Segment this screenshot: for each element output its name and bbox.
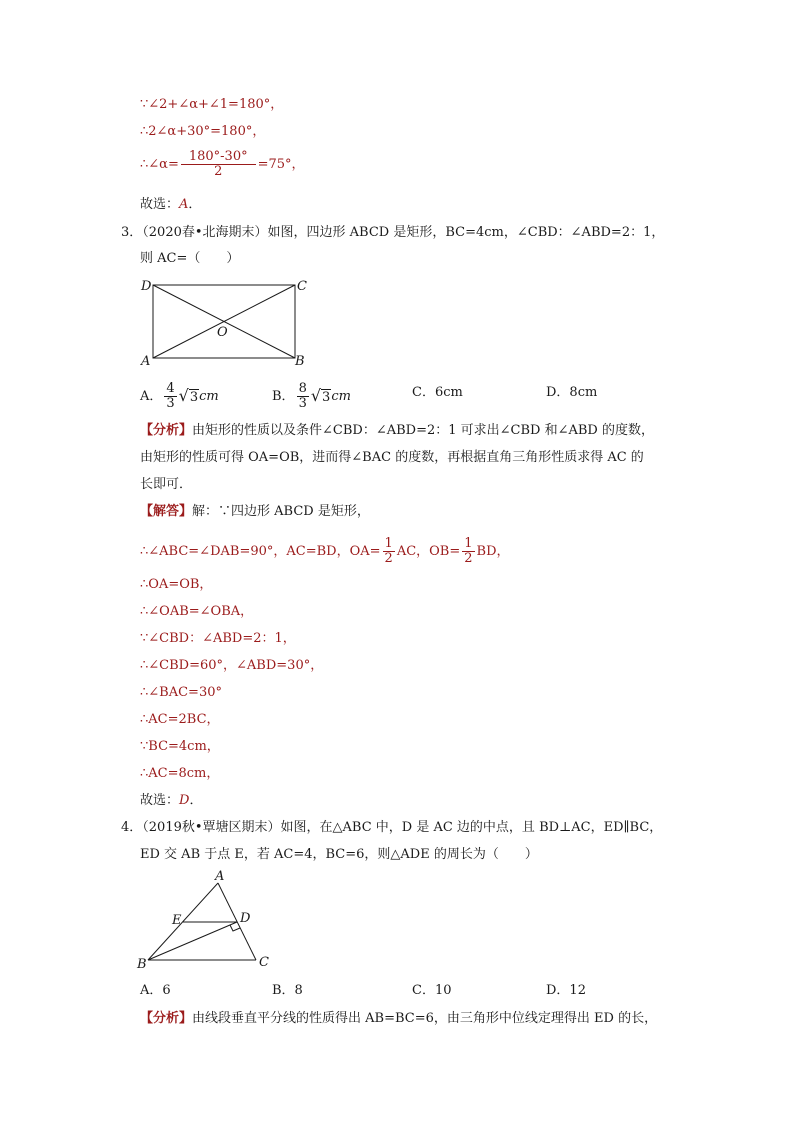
q3-solution-step-7: ∴AC=2BC，	[140, 712, 220, 727]
q3-stem-line-2: 则 AC=（ ）	[140, 251, 240, 266]
right-angle-mark	[230, 925, 240, 931]
fraction: $\frac{180^\circ-30^\circ}{2}$	[181, 150, 256, 179]
q3-rectangle-figure	[135, 276, 315, 371]
q3-solution-step-6: ∴∠BAC=30°	[140, 685, 222, 700]
q3-option-b[interactable]: B． $\frac{8}{3}$ √3cm	[272, 381, 351, 411]
prev-step-2: ∴2∠α+30°=180°，	[140, 124, 266, 139]
label-a: A	[215, 869, 225, 884]
label-b: B	[137, 957, 147, 972]
label-b: B	[295, 354, 305, 369]
prev-step-1: ∵∠2+∠α+∠1=180°，	[140, 97, 284, 112]
q4-option-c[interactable]: C．10	[412, 983, 452, 998]
q4-stem-line-1: 4．（2019秋•覃塘区期末）如图，在△ABC 中，D 是 AC 边的中点，且 BD⊥AC，ED∥BC，	[121, 820, 663, 835]
label-o: O	[217, 325, 228, 340]
q4-triangle-figure	[132, 868, 282, 973]
q3-solution-step-9: ∴AC=8cm，	[140, 766, 220, 781]
label-c: C	[259, 955, 269, 970]
q3-solution-step-3: ∴∠OAB=∠OBA，	[140, 604, 254, 619]
segment-bd	[148, 922, 237, 960]
label-c: C	[297, 279, 307, 294]
q3-solution-step-2: ∴OA=OB，	[140, 577, 213, 592]
q4-stem-line-2: ED 交 AB 于点 E，若 AC=4，BC=6，则△ADE 的周长为（ ）	[140, 847, 538, 862]
q3-solution-step-1: ∴∠ABC=∠DAB=90°，AC=BD，OA= $\frac{1}{2}$ AC，OB= $\frac{1}{2}$ BD，	[140, 536, 510, 566]
label-e: E	[172, 913, 182, 928]
q4-analysis-line-1: 【分析】由线段垂直平分线的性质得出 AB=BC=6，由三角形中位线定理得出 ED 的长，	[140, 1011, 658, 1026]
label-d: D	[240, 911, 251, 926]
q3-option-d[interactable]: D．8cm	[546, 385, 598, 400]
q3-analysis-line-3: 长即可．	[140, 477, 193, 492]
q4-option-b[interactable]: B．8	[272, 983, 303, 998]
label-a: A	[141, 354, 151, 369]
label-d: D	[141, 279, 152, 294]
q3-solution-step-8: ∵BC=4cm，	[140, 739, 220, 754]
q3-option-c[interactable]: C．6cm	[412, 385, 463, 400]
q3-stem-line-1: 3．（2020春•北海期末）如图，四边形 ABCD 是矩形，BC=4cm，∠CBD：∠ABD=2：1，	[121, 225, 665, 240]
prev-answer: 故选：A．	[140, 197, 202, 212]
prev-step-3: ∴∠α= $\frac{180^\circ-30^\circ}{2}$ =75°，	[140, 149, 305, 179]
q3-analysis-line-2: 由矩形的性质可得 OA=OB，进而得∠BAC 的度数，再根据直角三角形性质求得 AC 的	[140, 450, 644, 465]
q4-option-a[interactable]: A．6	[140, 983, 171, 998]
q3-analysis-line-1: 【分析】由矩形的性质以及条件∠CBD：∠ABD=2：1 可求出∠CBD 和∠ABD 的度数，	[140, 423, 654, 438]
q3-solution-step-4: ∵∠CBD：∠ABD=2：1，	[140, 631, 296, 646]
q3-answer: 故选：D．	[140, 793, 203, 808]
q3-solution-step-5: ∴∠CBD=60°，∠ABD=30°，	[140, 658, 324, 673]
q3-option-a[interactable]: A． $\frac{4}{3}$ √3cm	[140, 381, 219, 411]
q4-option-d[interactable]: D．12	[546, 983, 586, 998]
q3-solution-intro: 【解答】解：∵四边形 ABCD 是矩形，	[140, 504, 370, 519]
